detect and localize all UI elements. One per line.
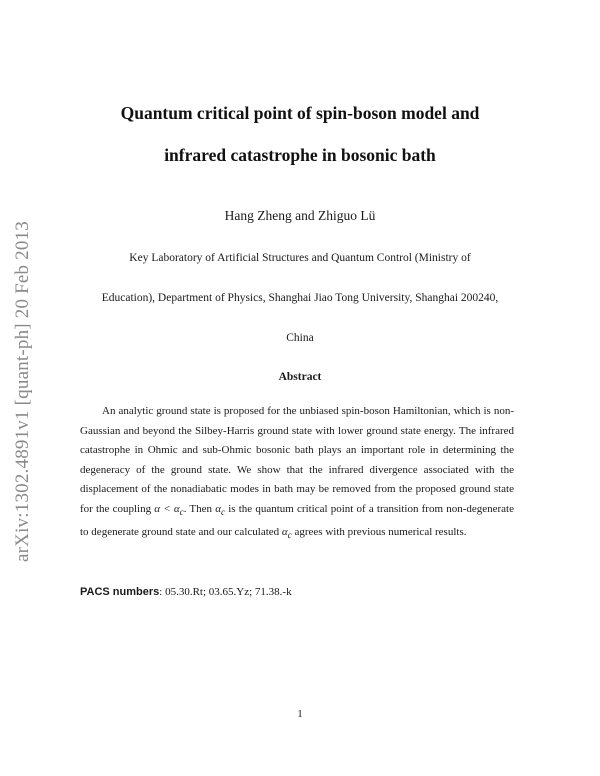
- math-alpha: α: [281, 525, 288, 538]
- abstract-text-part-1: An analytic ground state is proposed for the unbiased spin-boson Hamiltonian, which is non-Gaussian and beyond the Silbey-Harris ground state with lower ground state energy. The infrared catastrophe in Ohmic and sub-Ohmic bosonic bath plays an important role in determining the degeneracy of the ground state. We show that the infrared divergence associated with the displacement of the nonadiabatic modes in bath may be removed from the proposed ground state for the coupling: [80, 405, 514, 515]
- math-alpha-less-than-alpha-c: α < α: [154, 502, 180, 515]
- math-alpha: α: [215, 502, 221, 515]
- math-subscript-c: c: [220, 507, 226, 518]
- affiliation-line-3: China: [286, 332, 314, 344]
- pacs-label: PACS numbers: [80, 586, 160, 598]
- abstract-text-part-3: is the quantum critical point of a transition from non-degenerate to degenerate ground state and our calculated: [80, 502, 514, 538]
- abstract-text-part-2: . Then: [183, 502, 216, 515]
- paper-title-line-1: Quantum critical point of spin-boson model and: [120, 103, 480, 123]
- arxiv-identifier-stamp: arXiv:1302.4891v1 [quant-ph] 20 Feb 2013: [12, 221, 33, 562]
- math-subscript-c: c: [179, 507, 184, 518]
- abstract-text-part-4: agrees with previous numerical results.: [291, 525, 467, 538]
- abstract-heading: Abstract: [278, 371, 322, 383]
- math-subscript-c: c: [287, 529, 292, 540]
- pacs-value: : 05.30.Rt; 03.65.Yz; 71.38.-k: [159, 586, 292, 598]
- author-list: Hang Zheng and Zhiguo Lü: [224, 208, 376, 223]
- affiliation-line-1: Key Laboratory of Artificial Structures and Quantum Control (Ministry of: [129, 252, 471, 264]
- paper-title-line-2: infrared catastrophe in bosonic bath: [164, 145, 436, 165]
- abstract-text: [80, 402, 514, 546]
- pacs-numbers: [80, 586, 292, 598]
- page-number: 1: [297, 708, 303, 720]
- affiliation-line-2: Education), Department of Physics, Shanghai Jiao Tong University, Shanghai 200240,: [101, 292, 499, 304]
